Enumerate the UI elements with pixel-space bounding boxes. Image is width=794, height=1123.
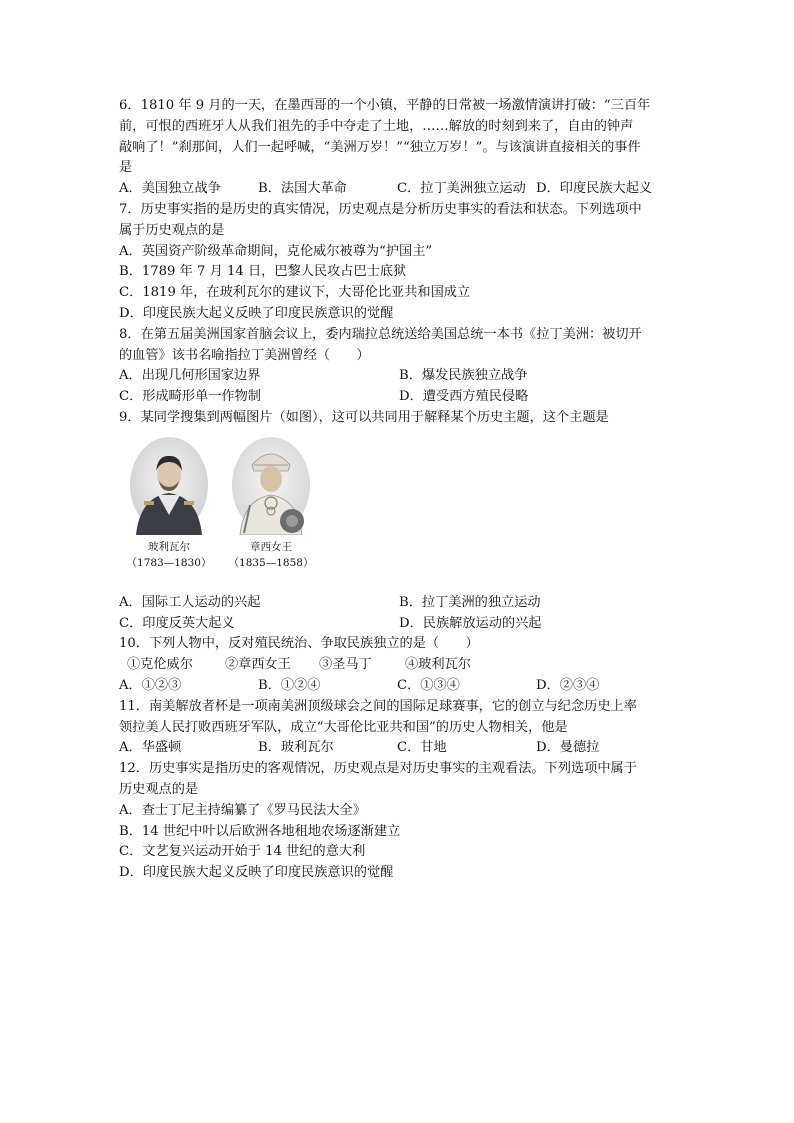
question-stem-line: 7．历史事实指的是历史的真实情况，历史观点是分析历史事实的看法和状态。下列选项中 bbox=[119, 201, 642, 217]
option-c[interactable]: C．文艺复兴运动开始于 14 世纪的意大利 bbox=[119, 844, 366, 860]
bolivar-portrait-icon bbox=[128, 435, 210, 535]
option-c[interactable]: C．拉丁美洲独立运动 bbox=[397, 181, 526, 197]
figure-caption-name: 玻利瓦尔 bbox=[148, 540, 190, 553]
option-c[interactable]: C．印度反英大起义 bbox=[119, 615, 235, 631]
option-a[interactable]: A．国际工人运动的兴起 bbox=[119, 594, 261, 610]
question-stem-line: 历史观点的是 bbox=[119, 781, 199, 797]
question-stem-line: 11．南美解放者杯是一项南美洲顶级球会之间的国际足球赛事，它的创立与纪念历史上率 bbox=[119, 698, 637, 714]
question-stem-line: 领拉美人民打败西班牙军队，成立“大哥伦比亚共和国”的历史人物相关，他是 bbox=[119, 719, 568, 735]
option-b[interactable]: B．1789 年 7 月 14 日，巴黎人民攻占巴士底狱 bbox=[119, 264, 407, 280]
question-9 bbox=[119, 408, 679, 634]
option-c[interactable]: C．①③④ bbox=[397, 677, 460, 693]
figure-caption-years: （1835—1858） bbox=[228, 556, 314, 569]
options-row bbox=[119, 738, 679, 759]
option-a[interactable]: A．华盛顿 bbox=[119, 740, 182, 756]
options-row bbox=[119, 387, 679, 408]
question-stem-line: 前，可恨的西班牙人从我们祖先的手中夺走了土地，……解放的时刻到来了，自由的钟声 bbox=[119, 118, 634, 134]
question-stem-line: 是 bbox=[119, 160, 133, 176]
items-row bbox=[119, 655, 679, 676]
option-c[interactable]: C．形成畸形单一作物制 bbox=[119, 389, 261, 405]
option-a[interactable]: A．美国独立战争 bbox=[119, 181, 221, 197]
question-stem-line: 敲响了！”刹那间，人们一起呼喊，“美洲万岁！”“独立万岁！”。与该演讲直接相关的事件 bbox=[119, 139, 641, 155]
options-row bbox=[119, 366, 679, 387]
option-a[interactable]: A．①②③ bbox=[119, 677, 182, 693]
option-d[interactable]: D．印度民族大起义反映了印度民族意识的觉醒 bbox=[119, 865, 394, 881]
option-c[interactable]: C．1819 年，在玻利瓦尔的建议下，大哥伦比亚共和国成立 bbox=[119, 285, 471, 301]
question-11 bbox=[119, 697, 679, 759]
figure-caption-years: （1783—1830） bbox=[126, 556, 212, 569]
question-stem-line: 属于历史观点的是 bbox=[119, 222, 225, 238]
option-b[interactable]: B．爆发民族独立战争 bbox=[399, 368, 528, 384]
option-d[interactable]: D．印度民族大起义 bbox=[536, 181, 653, 197]
option-d[interactable]: D．曼德拉 bbox=[536, 740, 600, 756]
options-row bbox=[119, 179, 679, 200]
option-b[interactable]: B．法国大革命 bbox=[258, 181, 347, 197]
question-12 bbox=[119, 759, 679, 884]
item-3: ③圣马丁 bbox=[319, 657, 372, 673]
option-a[interactable]: A．出现几何形国家边界 bbox=[119, 368, 261, 384]
rani-portrait-icon bbox=[230, 435, 312, 535]
option-b[interactable]: B．拉丁美洲的独立运动 bbox=[399, 594, 541, 610]
item-2: ②章西女王 bbox=[225, 657, 291, 673]
options-row bbox=[119, 614, 679, 635]
option-c[interactable]: C．甘地 bbox=[397, 740, 447, 756]
question-stem-line: 6．1810 年 9 月的一天，在墨西哥的一个小镇，平静的日常被一场激情演讲打破：“三百年 bbox=[119, 98, 651, 113]
question-stem-line: 9．某同学搜集到两幅图片（如图），这可以共同用于解释某个历史主题，这个主题是 bbox=[119, 409, 609, 425]
option-d[interactable]: D．民族解放运动的兴起 bbox=[399, 615, 542, 631]
option-b[interactable]: B．14 世纪中叶以后欧洲各地租地农场逐渐建立 bbox=[119, 823, 401, 839]
item-4: ④玻利瓦尔 bbox=[405, 657, 471, 673]
options-row bbox=[119, 676, 679, 697]
question-stem-line: 12．历史事实是指历史的客观情况，历史观点是对历史事实的主观看法。下列选项中属于 bbox=[119, 761, 637, 777]
exam-page bbox=[119, 96, 679, 884]
question-stem-line: 的血管》该书名喻指拉丁美洲曾经（ ） bbox=[119, 347, 370, 363]
question-7 bbox=[119, 200, 679, 325]
question-6 bbox=[119, 96, 679, 200]
item-1: ①克伦威尔 bbox=[127, 657, 193, 673]
question-8 bbox=[119, 325, 679, 408]
question-10 bbox=[119, 634, 679, 696]
figure-bolivar bbox=[119, 435, 219, 571]
options-row bbox=[119, 593, 679, 614]
figure-pair bbox=[119, 429, 679, 593]
option-b[interactable]: B．①②④ bbox=[258, 677, 321, 693]
option-a[interactable]: A．英国资产阶级革命期间，克伦威尔被尊为“护国主” bbox=[119, 243, 433, 259]
option-a[interactable]: A．查士丁尼主持编纂了《罗马民法大全》 bbox=[119, 802, 366, 818]
option-b[interactable]: B．玻利瓦尔 bbox=[258, 740, 334, 756]
option-d[interactable]: D．遭受西方殖民侵略 bbox=[399, 389, 529, 405]
figure-rani bbox=[221, 435, 321, 571]
question-stem-line: 8．在第五届美洲国家首脑会议上，委内瑞拉总统送给美国总统一本书《拉丁美洲：被切开 bbox=[119, 326, 642, 342]
option-d[interactable]: D．②③④ bbox=[536, 677, 600, 693]
figure-caption-name: 章西女王 bbox=[250, 540, 292, 553]
option-d[interactable]: D．印度民族大起义反映了印度民族意识的觉醒 bbox=[119, 305, 394, 321]
question-stem-line: 10．下列人物中，反对殖民统治、争取民族独立的是（ ） bbox=[119, 636, 479, 652]
